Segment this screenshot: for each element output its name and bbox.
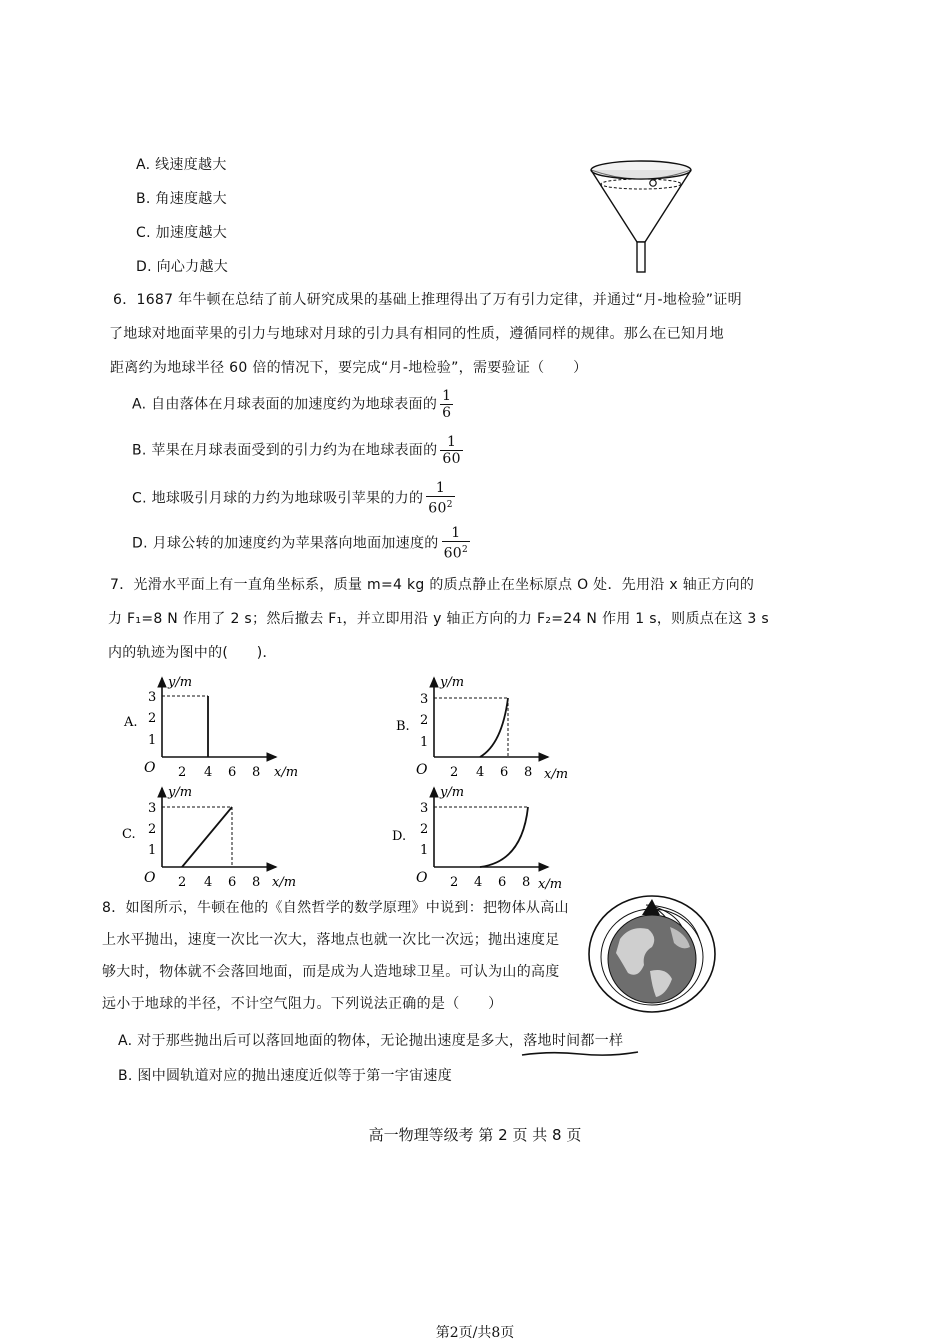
y-tick-3: 3 (420, 692, 429, 707)
q5-option-b: B. 角速度越大 (136, 191, 227, 207)
x-tick-2: 2 (450, 765, 459, 780)
q6-option-c (132, 480, 455, 520)
q8-line-2: 上水平抛出，速度一次比一次大，落地点也就一次比一次远；抛出速度足 (102, 932, 560, 948)
q7-line-3: 内的轨迹为图中的( )． (108, 645, 277, 661)
q6-option-c-text: C. 地球吸引月球的力约为地球吸引苹果的力的 (132, 490, 424, 507)
trajectory (182, 807, 232, 867)
frac-den-exponent: 2 (446, 500, 453, 510)
x-tick-6: 6 (498, 875, 507, 890)
frac-den-value: 60 (443, 545, 463, 562)
graph-label: B. (396, 719, 410, 734)
frac-num: 1 (447, 434, 457, 450)
fraction-1-60 (440, 434, 462, 467)
y-axis-label: y/m (440, 675, 465, 690)
origin-label: O (416, 762, 428, 778)
origin-label: O (144, 760, 156, 776)
x-tick-6: 6 (500, 765, 509, 780)
q6-option-a-text: A. 自由落体在月球表面的加速度约为地球表面的 (132, 396, 438, 413)
q6-option-d (132, 525, 470, 565)
x-tick-6: 6 (228, 875, 237, 890)
x-tick-8: 8 (252, 875, 261, 890)
x-axis-label: x/m (274, 765, 299, 780)
x-tick-4: 4 (476, 765, 485, 780)
x-tick-2: 2 (178, 765, 187, 780)
q8-line-4: 远小于地球的半径，不计空气阻力。下列说法正确的是（ ） (102, 996, 503, 1012)
x-tick-2: 2 (450, 875, 459, 890)
q8-option-b: B. 图中圆轨道对应的抛出速度近似等于第一宇宙速度 (118, 1068, 453, 1084)
graph-d (390, 782, 580, 896)
graph-a-svg (118, 672, 308, 782)
q8-option-a-text: A. 对于那些抛出后可以落回地面的物体，无论抛出速度是多大，落地时间都一样 (118, 1033, 624, 1049)
x-axis-label: x/m (272, 875, 297, 890)
x-axis-label: x/m (544, 767, 569, 782)
origin-label: O (144, 870, 156, 886)
trajectory (480, 807, 528, 867)
origin-label: O (416, 870, 428, 886)
handwritten-underline (520, 1048, 640, 1058)
y-tick-1: 1 (148, 843, 157, 858)
fraction-1-60sq (426, 480, 454, 517)
y-axis-label: y/m (168, 675, 193, 690)
frac-num: 1 (442, 388, 452, 404)
q6-line-3: 距离约为地球半径 60 倍的情况下，要完成“月-地检验”，需要验证（ ） (110, 360, 588, 376)
y-tick-3: 3 (148, 690, 157, 705)
q7-line-1: 7．光滑水平面上有一直角坐标系，质量 m=4 kg 的质点静止在坐标原点 O 处．先用沿 x 轴正方向的 (110, 577, 755, 593)
exam-footer: 高一物理等级考 第 2 页 共 8 页 (368, 1126, 582, 1144)
q6-line-1: 6．1687 年牛顿在总结了前人研究成果的基础上推理得出了万有引力定律，并通过“月-地检验”证明 (113, 292, 742, 308)
x-tick-4: 4 (204, 875, 213, 890)
fraction-1-6 (440, 388, 453, 421)
x-tick-8: 8 (252, 765, 261, 780)
graph-label: D. (392, 829, 407, 844)
x-tick-4: 4 (204, 765, 213, 780)
fraction-1-60sq (442, 525, 470, 562)
frac-den (440, 404, 453, 421)
y-axis-label: y/m (168, 785, 193, 800)
graph-d-svg (390, 782, 580, 892)
frac-den-value: 6 (442, 405, 452, 421)
q8-line-3: 够大时，物体就不会落回地面，而是成为人造地球卫星。可认为山的高度 (102, 964, 560, 980)
q7-line-2: 力 F₁=8 N 作用了 2 s；然后撤去 F₁，并立即用沿 y 轴正方向的力 F₂=24 N 作用 1 s，则质点在这 3 s (108, 611, 769, 627)
graph-b (390, 672, 580, 786)
x-tick-2: 2 (178, 875, 187, 890)
page-number: 第2页/共8页 (435, 1325, 515, 1341)
q5-option-c: C. 加速度越大 (136, 225, 228, 241)
frac-den (426, 496, 454, 517)
y-tick-1: 1 (420, 843, 429, 858)
y-tick-3: 3 (420, 801, 429, 816)
y-tick-3: 3 (148, 801, 157, 816)
frac-num: 1 (435, 480, 446, 496)
graph-label: A. (124, 715, 138, 730)
frac-den-value: 60 (442, 451, 461, 467)
y-tick-2: 2 (420, 822, 429, 837)
graph-c-svg (118, 782, 308, 892)
newton-cannon-earth-figure (586, 893, 718, 1015)
frac-num: 1 (451, 525, 461, 541)
graph-a (118, 672, 308, 786)
frac-den-value: 60 (428, 500, 447, 517)
q5-option-d: D. 向心力越大 (136, 259, 229, 275)
q6-option-b-text: B. 苹果在月球表面受到的引力约为在地球表面的 (132, 442, 438, 459)
q8-line-1-text: 8．如图所示，牛顿在他的《自然哲学的数学原理》中说到：把物体从高山 (102, 900, 569, 916)
x-tick-8: 8 (522, 875, 531, 890)
q6-line-2: 了地球对地面苹果的引力与地球对月球的引力具有相同的性质，遵循同样的规律。那么在已知月地 (109, 326, 724, 342)
x-tick-4: 4 (474, 875, 483, 890)
q6-option-a (132, 388, 453, 428)
y-axis-label: y/m (440, 785, 465, 800)
frac-den (442, 541, 470, 562)
x-tick-6: 6 (228, 765, 237, 780)
y-tick-1: 1 (148, 733, 157, 748)
graph-c (118, 782, 308, 896)
graph-b-svg (390, 672, 580, 782)
frac-den (440, 450, 462, 467)
funnel-figure (588, 158, 694, 274)
q6-option-d-text: D. 月球公转的加速度约为苹果落向地面加速度的 (132, 535, 439, 552)
y-tick-1: 1 (420, 735, 429, 750)
y-tick-2: 2 (148, 822, 157, 837)
q6-option-b (132, 434, 463, 474)
q5-option-a: A. 线速度越大 (136, 157, 227, 173)
x-axis-label: x/m (538, 877, 563, 892)
q8-line-1 (102, 898, 569, 918)
frac-den-exponent: 2 (462, 545, 469, 555)
graph-label: C. (122, 827, 136, 842)
y-tick-2: 2 (420, 713, 429, 728)
trajectory (480, 698, 508, 757)
y-tick-2: 2 (148, 711, 157, 726)
x-tick-8: 8 (524, 765, 533, 780)
